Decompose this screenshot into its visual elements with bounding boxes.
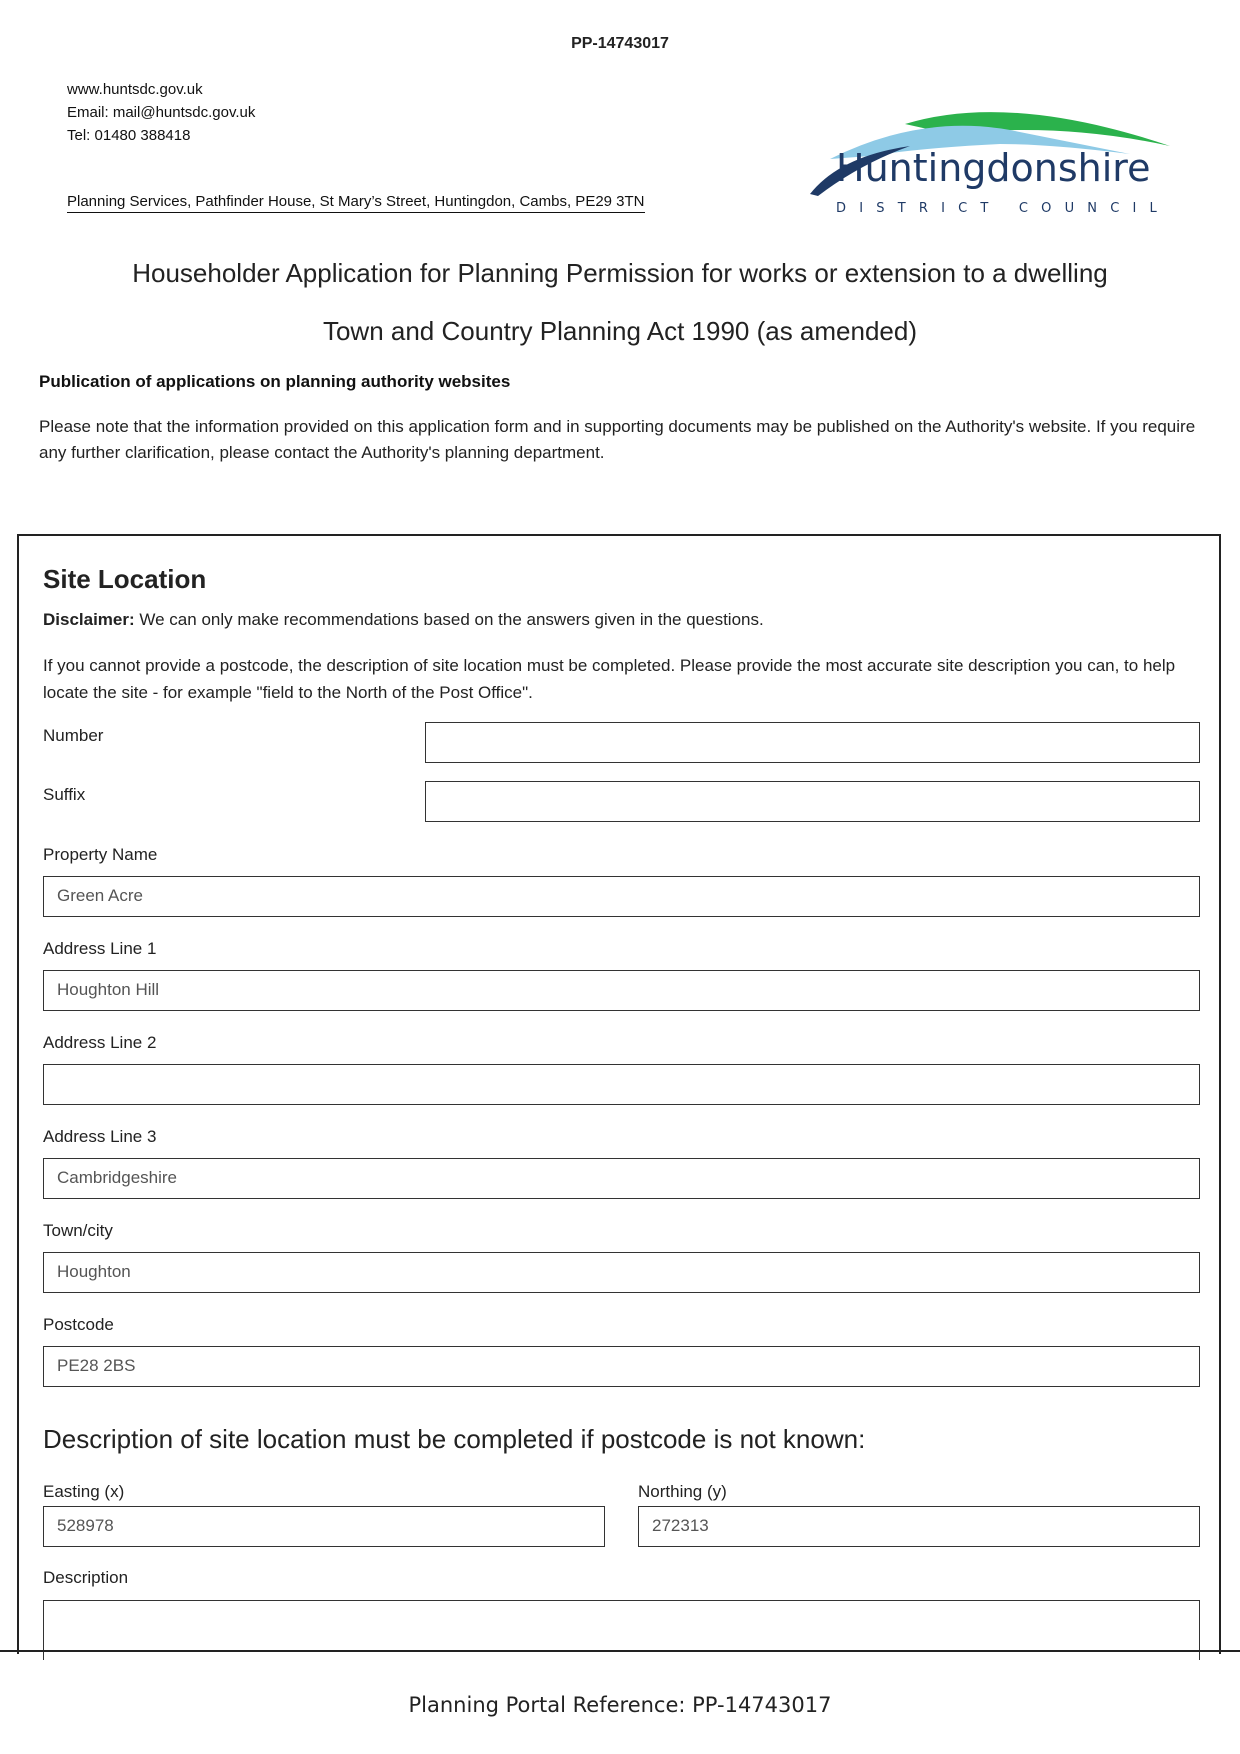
description-label: Description [43, 1568, 129, 1587]
logo-name: Huntingdonshire [836, 146, 1151, 190]
description-heading: Description of site location must be completed if postcode is not known: [43, 1424, 866, 1454]
site-location-section [17, 534, 1221, 1654]
postcode-instructions: If you cannot provide a postcode, the description of site location must be completed. Please provide the most accurate site description you can, to help locate the site - for example "field to the North of the Post Office". [43, 656, 1176, 702]
contact-details [67, 78, 255, 147]
postcode-field[interactable]: PE28 2BS [43, 1346, 1200, 1387]
section-title: Site Location [43, 564, 207, 594]
property-name-field[interactable]: Green Acre [43, 876, 1200, 917]
disclaimer [43, 610, 764, 630]
publication-heading: Publication of applications on planning authority websites [39, 372, 511, 391]
reference-header: PP-14743017 [571, 35, 669, 52]
council-logo [800, 104, 1190, 224]
footer-divider [0, 1650, 1240, 1652]
property-name-label: Property Name [43, 845, 158, 864]
easting-field[interactable]: 528978 [43, 1506, 605, 1547]
form-title: Householder Application for Planning Permission for works or extension to a dwelling [132, 258, 1108, 288]
telephone: Tel: 01480 388418 [67, 127, 191, 144]
email-link[interactable]: Email: mail@huntsdc.gov.uk [67, 104, 256, 121]
disclaimer-text: We can only make recommendations based on the answers given in the questions. [134, 610, 764, 629]
publication-notice: Please note that the information provided on this application form and in supporting documents may be published on the Authority's website. If you require any further clarification, please contact the Authority's planning department. [39, 417, 1196, 462]
address-line-3-label: Address Line 3 [43, 1127, 157, 1146]
town-field[interactable]: Houghton [43, 1252, 1200, 1293]
footer-reference: Planning Portal Reference: PP-14743017 [408, 1693, 832, 1717]
form-subtitle: Town and Country Planning Act 1990 (as amended) [322, 316, 918, 346]
postcode-label: Postcode [43, 1315, 114, 1334]
address-line-2-field[interactable] [43, 1064, 1200, 1105]
town-label: Town/city [43, 1221, 113, 1240]
address-line-1-field[interactable]: Houghton Hill [43, 970, 1200, 1011]
number-label: Number [43, 726, 104, 745]
northing-field[interactable]: 272313 [638, 1506, 1200, 1547]
address-line-1-label: Address Line 1 [43, 939, 157, 958]
logo-subtitle: DISTRICT COUNCIL [836, 201, 1170, 216]
address-line-3-field[interactable]: Cambridgeshire [43, 1158, 1200, 1199]
suffix-field[interactable] [425, 781, 1200, 822]
suffix-label: Suffix [43, 785, 86, 804]
disclaimer-label: Disclaimer: [43, 610, 135, 629]
address-line-2-label: Address Line 2 [43, 1033, 157, 1052]
number-field[interactable] [425, 722, 1200, 763]
northing-label: Northing (y) [638, 1482, 727, 1501]
council-address: Planning Services, Pathfinder House, St Mary’s Street, Huntingdon, Cambs, PE29 3TN [67, 193, 645, 213]
easting-label: Easting (x) [43, 1482, 125, 1501]
website-link[interactable]: www.huntsdc.gov.uk [67, 81, 203, 98]
